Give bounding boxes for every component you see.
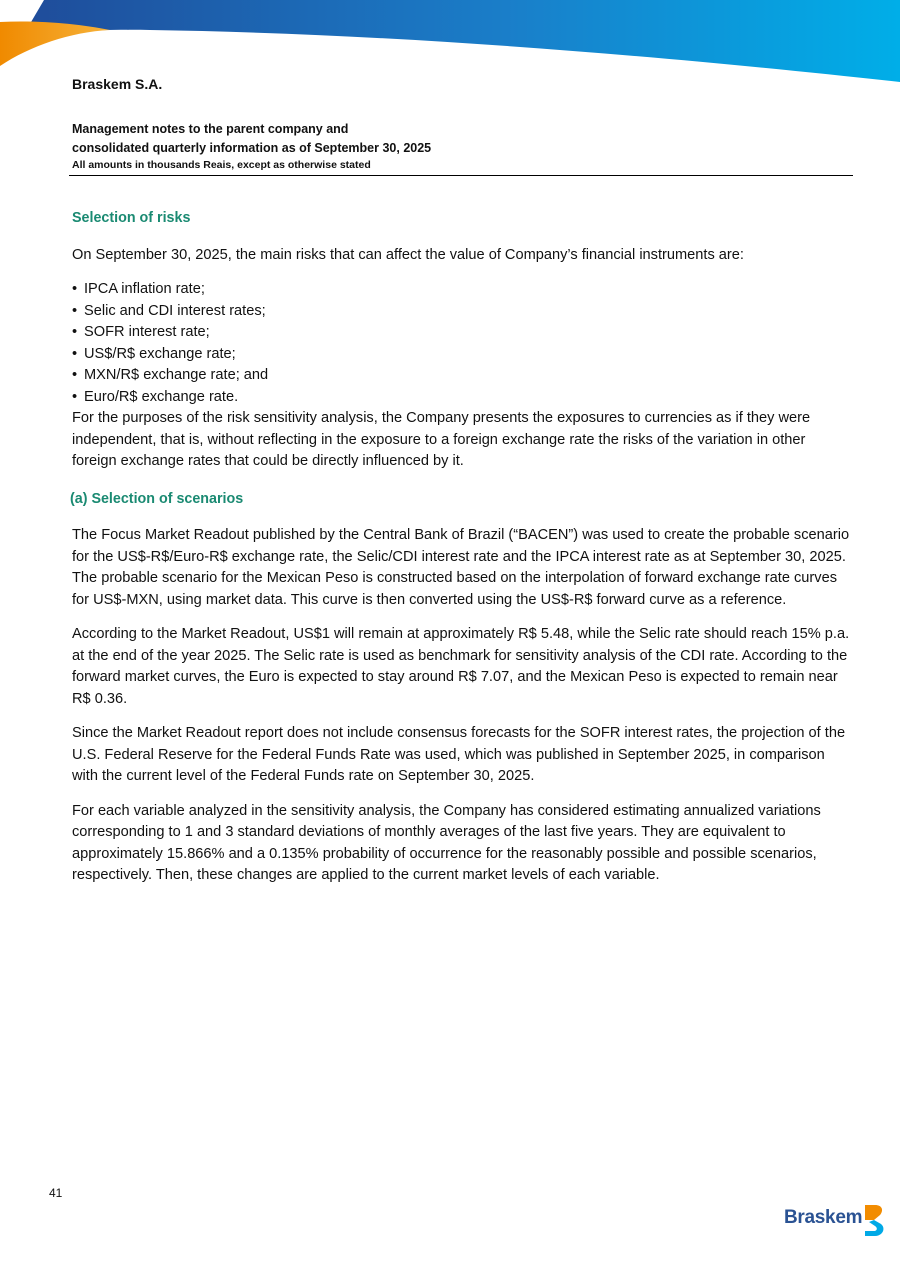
- risks-intro: On September 30, 2025, the main risks that can affect the value of Company’s financial instruments are:: [72, 246, 744, 263]
- scenarios-paragraph-4: For each variable analyzed in the sensitivity analysis, the Company has considered estimating annualized variations corresponding to 1 and 3 standard deviations of monthly averages of the last five years. They are equivalent to approximately 15.866% and a 0.135% probability of occurrence for the reasonably possible and possible scenarios, respectively. Then, these changes are applied to the current market levels of each variable.: [72, 802, 821, 883]
- title-line-1: Management notes to the parent company and: [72, 122, 349, 136]
- scenarios-paragraph-3: Since the Market Readout report does not include consensus forecasts for the SOFR interest rates, the projection of the U.S. Federal Reserve for the Federal Funds Rate was used, which was published in September 2025, in comparison with the current level of the Federal Funds rate on September 30, 2025.: [72, 725, 846, 784]
- section-heading-selection-of-risks: Selection of risks: [72, 210, 191, 226]
- list-item: • IPCA inflation rate;: [72, 279, 850, 301]
- list-item: • MXN/R$ exchange rate; and: [72, 365, 850, 387]
- bullet-icon: •: [72, 345, 78, 362]
- section-heading-selection-of-scenarios: (a) Selection of scenarios: [70, 490, 244, 507]
- page-content: [72, 208, 850, 887]
- amounts-note: All amounts in thousands Reais, except as otherwise stated: [72, 159, 371, 171]
- braskem-logo: [784, 1203, 884, 1237]
- list-item: • SOFR interest rate;: [72, 322, 850, 344]
- bullet-icon: •: [72, 388, 78, 405]
- page-number: 41: [49, 1186, 63, 1200]
- company-name: Braskem S.A.: [72, 76, 163, 92]
- list-item: • Selic and CDI interest rates;: [72, 301, 850, 323]
- risks-closing-paragraph: For the purposes of the risk sensitivity analysis, the Company presents the exposures to currencies as if they were independent, that is, without reflecting in the exposure to a foreign exchange rate the risks of the variation in other foreign exchange rates that could be directly influenced by it.: [72, 410, 811, 469]
- title-line-2: consolidated quarterly information as of September 30, 2025: [72, 141, 432, 155]
- risks-list: [72, 279, 850, 408]
- scenarios-paragraph-1: The Focus Market Readout published by the Central Bank of Brazil (“BACEN”) was used to create the probable scenario for the US$-R$/Euro-R$ exchange rate, the Selic/CDI interest rate and the IPCA interest rate as at September 30, 2025. The probable scenario for the Mexican Peso is constructed based on the interpolation of forward exchange rate curves for US$-MXN, using market data. This curve is then converted using the US$-R$ forward curve as a reference.: [72, 527, 850, 608]
- logo-wordmark: Braskem: [784, 1207, 863, 1228]
- header-divider: [69, 175, 853, 176]
- document-title: [72, 120, 431, 172]
- list-item: • Euro/R$ exchange rate.: [72, 387, 850, 409]
- bullet-icon: •: [72, 302, 78, 319]
- bullet-icon: •: [72, 324, 78, 340]
- bullet-icon: •: [72, 367, 78, 383]
- scenarios-paragraph-2: According to the Market Readout, US$1 will remain at approximately R$ 5.48, while the Selic rate should reach 15% p.a. at the end of the year 2025. The Selic rate is used as benchmark for sensitivity analysis of the CDI rate. According to the forward market curves, the Euro is expected to stay around R$ 7.07, and the Mexican Peso is expected to remain near R$ 0.36.: [72, 626, 850, 707]
- braskem-mark-icon: [863, 1203, 885, 1237]
- bullet-icon: •: [72, 281, 78, 297]
- list-item: • US$/R$ exchange rate;: [72, 344, 850, 366]
